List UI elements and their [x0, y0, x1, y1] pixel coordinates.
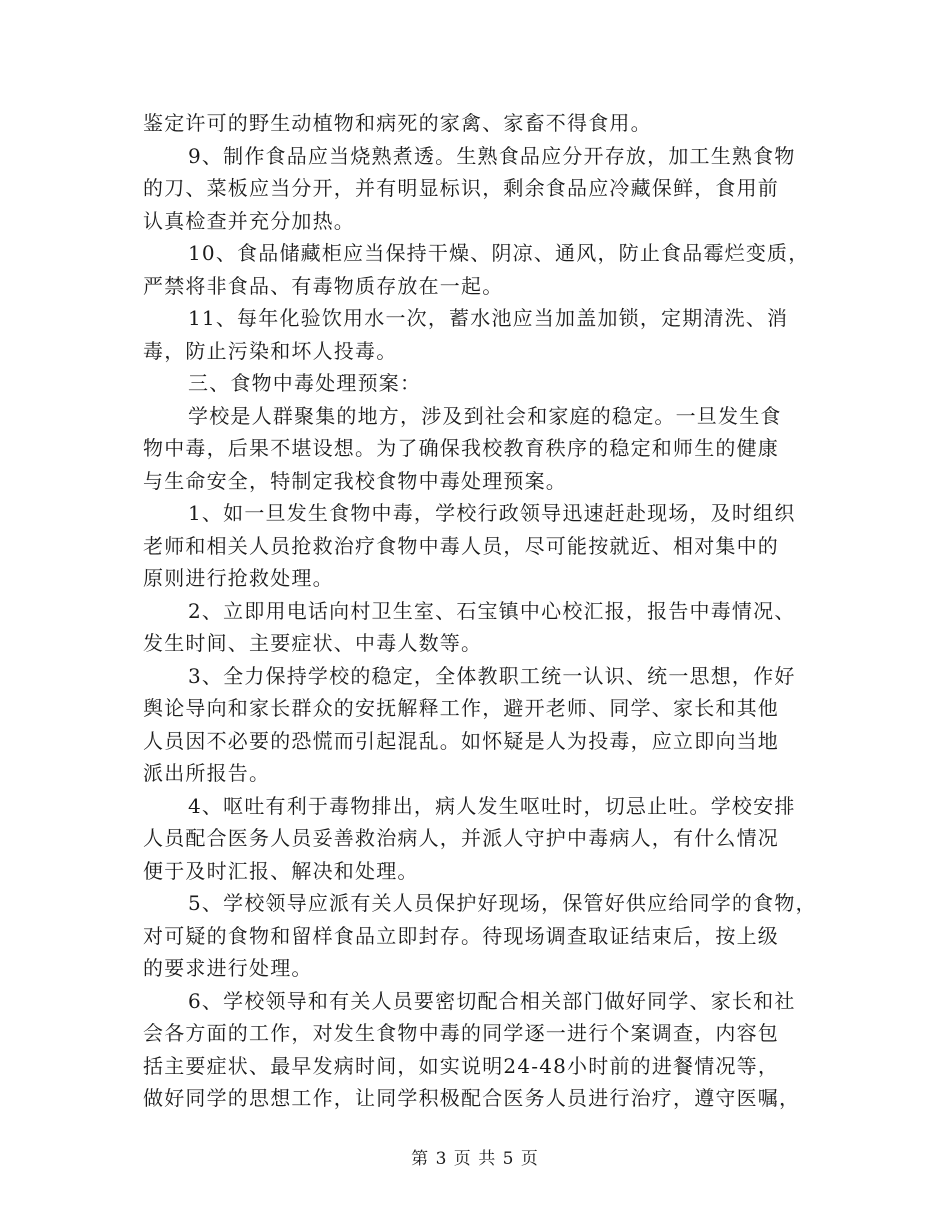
- text-line: 人员配合医务人员妥善救治病人，并派人守护中毒病人，有什么情况: [143, 826, 779, 850]
- text-line: 对可疑的食物和留样食品立即封存。待现场调查取证结束后，按上级: [143, 923, 779, 948]
- text-line: 派出所报告。: [143, 761, 271, 785]
- text-line: 三、食物中毒处理预案：: [188, 371, 422, 395]
- text-line: 6、学校领导和有关人员要密切配合相关部门做好同学、家长和社: [188, 988, 796, 1013]
- text-line: 10、食品储藏柜应当保持干燥、阴凉、通风，防止食品霉烂变质，: [188, 241, 810, 265]
- text-line: 5、学校领导应派有关人员保护好现场，保管好供应给同学的食物，: [188, 891, 817, 915]
- text-line: 毒，防止污染和坏人投毒。: [143, 338, 398, 363]
- text-line: 与生命安全，特制定我校食物中毒处理预案。: [143, 468, 567, 493]
- text-line: 的刀、菜板应当分开，并有明显标识，剩余食品应冷藏保鲜，食用前: [143, 176, 779, 200]
- page-number-footer: 第 3 页 共 5 页: [411, 1149, 539, 1169]
- text-line: 学校是人群聚集的地方，涉及到社会和家庭的稳定。一旦发生食: [188, 403, 782, 428]
- text-line: 严禁将非食品、有毒物质存放在一起。: [143, 273, 504, 298]
- text-line: 认真检查并充分加热。: [143, 208, 355, 233]
- text-line: 的要求进行处理。: [143, 956, 313, 980]
- text-line: 鉴定许可的野生动植物和病死的家禽、家畜不得食用。: [143, 111, 652, 135]
- text-line: 会各方面的工作，对发生食物中毒的同学逐一进行个案调查，内容包: [143, 1021, 779, 1045]
- text-line: 舆论导向和家长群众的安抚解释工作，避开老师、同学、家长和其他: [143, 696, 779, 720]
- text-line: 2、立即用电话向村卫生室、石宝镇中心校汇报，报告中毒情况、: [188, 598, 796, 623]
- text-line: 3、全力保持学校的稳定，全体教职工统一认识、统一思想，作好: [188, 663, 796, 688]
- document-body: [143, 107, 823, 1115]
- text-line: 便于及时汇报、解决和处理。: [143, 858, 419, 883]
- text-line: 原则进行抢救处理。: [143, 566, 334, 590]
- text-line: 9、制作食品应当烧熟煮透。生熟食品应分开存放，加工生熟食物: [188, 143, 796, 168]
- text-line: 发生时间、主要症状、中毒人数等。: [143, 631, 483, 655]
- text-line: 括主要症状、最早发病时间，如实说明24-48小时前的进餐情况等，: [143, 1053, 780, 1078]
- text-line: 4、呕吐有利于毒物排出，病人发生呕吐时，切忌止吐。学校安排: [188, 793, 796, 818]
- text-line: 1、如一旦发生食物中毒，学校行政领导迅速赶赴现场，及时组织: [188, 501, 796, 525]
- text-line: 人员因不必要的恐慌而引起混乱。如怀疑是人为投毒，应立即向当地: [143, 728, 779, 753]
- text-line: 老师和相关人员抢救治疗食物中毒人员，尽可能按就近、相对集中的: [143, 533, 779, 558]
- text-line: 物中毒，后果不堪设想。为了确保我校教育秩序的稳定和师生的健康: [143, 436, 779, 460]
- text-line: 11、每年化验饮用水一次，蓄水池应当加盖加锁，定期清洗、消: [188, 306, 789, 330]
- text-line: 做好同学的思想工作，让同学积极配合医务人员进行治疗，遵守医嘱，: [143, 1086, 801, 1110]
